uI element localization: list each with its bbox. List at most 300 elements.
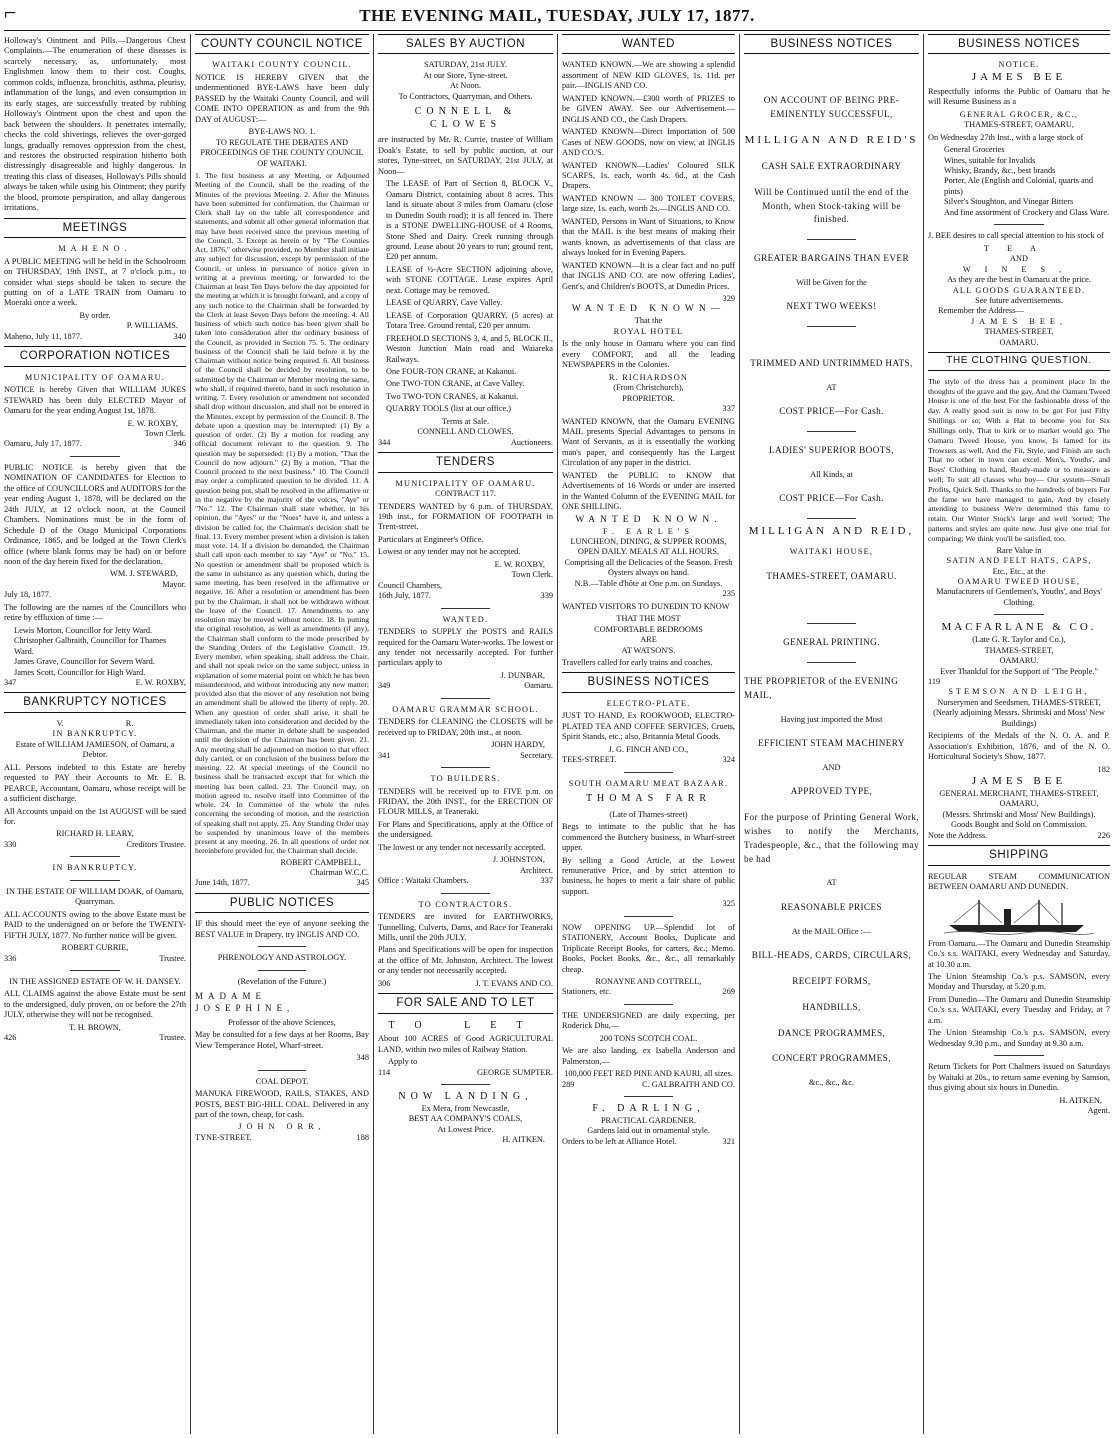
divider [994, 1055, 1045, 1056]
in-bankruptcy: IN BANKRUPTCY. [52, 729, 138, 739]
divider [624, 916, 672, 917]
auction-date: SATURDAY, 21st JULY. [424, 60, 507, 70]
stationery-notice: NOW OPENING UP.—Splendid lot of STATIONERY, Account Books, Duplicate and Triplicate Receipt Books, for carters, &c.; Memo. Books, Pocket Books, &c., &c., all remarkably cheap. [562, 922, 735, 974]
date-text: Maheno, July 11, 1877. [4, 331, 83, 341]
kinds-text: All Kinds, at [810, 470, 853, 480]
recipients-text: Recipients of the Medals of the N. O. A. and P. Association's Exhibition, 1876, and of the N. O. Horticultural Society's Show, 1877. [928, 731, 1110, 762]
estate-heading: IN THE ASSIGNED ESTATE OF W. H. DANSEY. [9, 976, 181, 986]
ad-number: 235 [722, 589, 735, 599]
bee-name: JAMES BEE [971, 775, 1067, 788]
return-tickets: Return Tickets for Port Chalmers issued on Saturdays by Waitaki at 20s., to return same evening by Samson, thus giving about six hours in Dunedin. [928, 1062, 1110, 1093]
commission-text: Goods Bought and Sold on Commission. [951, 820, 1087, 830]
masthead-rule [4, 30, 1110, 31]
list-item: James Grave, Councillor for Severn Ward. [14, 657, 155, 667]
wanted-advert: WANTED KNOWN—It is a clear fact and no puff that INGLIS AND CO. are now offering Ladies', Gent's, and Children's BOOTS, at Dunedin Prices. [562, 260, 735, 291]
signature: R. RICHARDSON [608, 372, 689, 382]
wanted-advert: WANTED KNOWN—Ladies' Coloured SILK SCARFS, 1s. each, worth 4s. 6d., at the Cash Drapers. [562, 160, 735, 191]
divider [258, 970, 307, 971]
orders-text: Orders to be left at Alliance Hotel. [562, 1136, 677, 1146]
lot-item: LEASE of ½-Acre SECTION adjoining above, with STONE COTTAGE. Lease expires April next. Cottage may be removed. [386, 264, 553, 295]
lot-item: LEASE of QUARRY, Cave Valley. [386, 298, 503, 308]
divider [441, 1084, 490, 1085]
ad-number: 345 [356, 878, 369, 888]
cash-sale-text: CASH SALE EXTRAORDINARY [761, 160, 902, 171]
messrs-text: (Messrs. Shrimski and Moss' New Buildings). [942, 809, 1096, 819]
butchery-notice: Begs to intimate to the public that he has commenced the Butchery business, in Wharf-street upper. [562, 822, 735, 853]
late-text: (Late G. R. Taylor and Co.), [972, 635, 1066, 645]
divider [807, 623, 856, 624]
contract-number: CONTRACT 117. [435, 489, 496, 499]
wanted-advert: WANTED KNOWN.—£300 worth of PRIZES to be GIVEN AWAY. See our Advertisement.—INGLIS AND CO., the Cash Drapers. [562, 93, 735, 124]
signature: RONAYNE AND COTTRELL, [595, 977, 702, 987]
signature: H. AITKEN, [1059, 1095, 1102, 1105]
signature: JOHN ORR, [238, 1122, 326, 1132]
maheno-heading: MAHENO. [58, 244, 132, 254]
earle-name: F. EARLE'S [603, 526, 694, 536]
merchant-text: GENERAL MERCHANT, THAMES-STREET, OAMARU, [939, 788, 1099, 809]
date-text: June 14th, 1877. [195, 878, 250, 888]
ad-number: 324 [722, 755, 735, 765]
bee-name: JAMES BEE [971, 70, 1067, 83]
resume-text: Respectfully informs the Public of Oamaru that he will Resume Business as a [928, 86, 1110, 107]
signature: J. G. FINCH AND CO., [608, 744, 689, 754]
visitors-text: ARE [640, 635, 657, 645]
sailing-item: The Union Steamship Co.'s p.s. SAMSON, every Wednesday 9.30 p.m., and Sunday at 9.30 a.m. [928, 1028, 1110, 1048]
signature: E. W. ROXBY, [494, 559, 545, 569]
now-landing-heading: NOW LANDING, [398, 1091, 533, 1103]
column-2 [190, 34, 373, 1434]
divider [807, 326, 856, 327]
ad-number: 336 [4, 953, 17, 963]
tender-notice: Plans and Specifications will be open for inspection at the office of Mr. Johnston, Architect. The lowest or any tender not necessarily accepted. [378, 945, 553, 976]
hats-text: SATIN AND FELT HATS, CAPS, [946, 556, 1092, 566]
business-notices-heading: BUSINESS NOTICES [928, 34, 1110, 54]
signature-row [4, 954, 186, 964]
delicacies-text: Comprising all the Delicacies of the Season. Fresh Oysters always on hand. [564, 557, 733, 578]
place-text: Oamaru. [524, 681, 553, 691]
signature: T. H. BROWN, [69, 1022, 121, 1032]
meeting-notice: A PUBLIC MEETING will be held in the Schoolroom on THURSDAY, 19th INST., at 7 o'clock p.m., to consider what steps should be taken to secure the putting on of a LATE TRAIN from Oamaru to Moeraki once a week. [4, 256, 186, 308]
ad-number: 337 [722, 404, 735, 414]
stock-item: And fine assortment of Crockery and Glass Ware. [944, 207, 1110, 217]
divider [70, 456, 121, 457]
signature-row [378, 438, 553, 448]
divider [70, 856, 121, 857]
apply-text: Apply to [388, 1057, 418, 1067]
dateline [4, 439, 186, 449]
business-notices-heading: BUSINESS NOTICES [562, 672, 735, 692]
steamship-icon [944, 897, 1094, 935]
printing-heading: GENERAL PRINTING. [783, 637, 880, 648]
darling-name: F. DARLING, [592, 1103, 705, 1115]
consult-notice: May be consulted for a few days at her Rooms, Bay View Temperance Hotel, Wharf-street. [195, 1030, 369, 1050]
office-text: At the MAIL Office :— [791, 926, 872, 936]
business-notices-heading: BUSINESS NOTICES [744, 34, 919, 54]
tender-notice: TENDERS to SUPPLY the POSTS and RAILS required for the Oamaru Water-works. The lowest or any tender not necessarily accepted. For further particulars apply to [378, 627, 553, 668]
etc-text: &c., &c., &c. [809, 1078, 854, 1088]
at-text: AT [826, 382, 837, 392]
coal-notice: THE UNDERSIGNED are daily expecting, per Roderick Dhu,— [562, 1010, 735, 1031]
signature-row [195, 1133, 369, 1143]
given-text: Will be Given for the [796, 277, 867, 287]
signature: CONNELL AND CLOWES. [417, 427, 514, 437]
signature-title: Secretary. [520, 750, 553, 760]
imported-text: Having just imported the Most [780, 714, 883, 724]
ad-number: 306 [378, 978, 391, 988]
tender-notice: For Plans and Specifications, apply at the Office of the undersigned. [378, 819, 553, 840]
coal-depot-heading: COAL DEPOT. [255, 1076, 309, 1086]
date-text: Oamaru, July 17, 1877. [4, 439, 82, 449]
tender-notice: The lowest or any tender not necessarily accepted. [378, 842, 546, 852]
wanted-advert: WANTED the PUBLIC to KNOW that Advertisements of 16 Words or under are inserted in the Wanted Column of the EVENING MAIL for ONE SHILLING. [562, 470, 735, 512]
builders-heading: TO BUILDERS. [430, 774, 501, 784]
auctioneer-name: CONNELL & CLOWES [414, 106, 517, 130]
signature-title: Mayor. [162, 579, 186, 589]
estate-notice: ALL CLAIMS against the above Estate must be sent to the undersigned, duly proven, on or before the 27th JULY, otherwise they will not be recognised. [4, 989, 186, 1020]
contractors-heading: TO CONTRACTORS. [418, 899, 513, 909]
gardens-text: Gardens laid out in ornamental style. [587, 1126, 710, 1136]
preeminent-text: ON ACCOUNT OF BEING PRE-EMINENTLY SUCCESSFUL, [763, 95, 900, 120]
printing-item: BILL-HEADS, CARDS, CIRCULARS, [751, 950, 912, 961]
gardener-title: PRACTICAL GARDENER. [600, 1115, 697, 1125]
grocer-text: GENERAL GROCER, &C., [959, 109, 1079, 119]
ad-number: 349 [378, 681, 391, 691]
signature-row [4, 1033, 186, 1043]
shipping-heading: SHIPPING [928, 845, 1110, 865]
etc-text: Etc., Etc., at the [992, 566, 1046, 576]
ad-number: 321 [722, 1136, 735, 1146]
lot-item: One TWO-TON CRANE, at Cave Valley. [386, 379, 525, 389]
reasonable-text: REASONABLE PRICES [781, 901, 882, 912]
signature-title: Trustee. [159, 953, 186, 963]
note-text: N.B.—Table d'hôte at One p.m. on Sundays. [574, 578, 723, 588]
wanted-advert: WANTED, Persons in Want of Situations, to Know that the MAIL is the best means of making their wants known, as advertisements of that class are always looked for in Evening Papers. [562, 216, 735, 258]
signature-title: Creditors Trustee. [126, 839, 186, 849]
macfarlane-name: MACFARLANE & CO. [941, 621, 1097, 634]
sailing-item: From Dunedin—The Oamaru and Dunedin Steamship Co.'s s.s. WAITAKI, every Tuesday and Friday, at 7 a.m. [928, 994, 1110, 1025]
list-item: James Scott, Councillor for High Ward. [14, 667, 146, 677]
signature-row [378, 979, 553, 989]
stock-item: Silver's Stoughton, and Vinegar Bitters [944, 197, 1074, 207]
stock-item: General Groceries [944, 145, 1005, 155]
best-text: As they are the best in Oamaru at the price. [947, 275, 1091, 285]
ad-number: 226 [1097, 830, 1110, 840]
late-text: (Late of Thames-street) [609, 809, 688, 819]
purpose-text: For the purpose of Printing General Work, wishes to notify the Merchants, Tradespeople, &c., that the following may be had [744, 812, 919, 864]
waitaki-house: WAITAKI HOUSE, [789, 547, 874, 557]
stock-item: Whisky, Brandy, &c., best brands [944, 165, 1056, 175]
to-let-heading: TO LET [388, 1019, 543, 1031]
list-item: Christopher Galbraith, Councillor for Thames Ward. [14, 636, 167, 656]
divider [441, 698, 490, 699]
nearly-text: (Nearly adjoining Messrs. Shrimski and Moss' New Buildings) [933, 708, 1105, 728]
signature: H. AITKEN. [502, 1135, 545, 1145]
newspaper-title: THE EVENING MAIL, TUESDAY, JULY 17, 1877. [359, 6, 755, 25]
signature-title: Trustee. [159, 1033, 186, 1043]
ad-number: 325 [722, 899, 735, 909]
tender-notice: TENDERS will be received up to FIVE p.m. on FRIDAY, the 20th INST., for the ERECTION OF FLOUR MILLS, at Teaneraki. [378, 786, 553, 817]
byelaw-title: BYE-LAWS NO. 1. [248, 127, 316, 137]
royal-hotel: ROYAL HOTEL [613, 326, 684, 336]
ad-number: 182 [1097, 764, 1110, 774]
ad-number: 339 [540, 591, 553, 601]
visitors-text: THAT THE MOST [616, 614, 681, 624]
next-weeks-text: NEXT TWO WEEKS! [786, 301, 877, 312]
notice-heading: NOTICE. [998, 60, 1040, 70]
revelation: (Revelation of the Future.) [237, 976, 327, 986]
divider [807, 518, 856, 519]
address: TYNE-STREET. [195, 1132, 252, 1142]
wines-text: WINES, [962, 264, 1076, 274]
wanted-heading: WANTED [562, 34, 735, 54]
phrenology-heading: PHRENOLOGY AND ASTROLOGY. [217, 953, 347, 963]
lot-item: Two TWO-TON CRANES, at Kakanui. [386, 391, 519, 401]
ad-number: 348 [356, 1053, 369, 1063]
tweed-house: OAMARU TWEED HOUSE, [957, 576, 1081, 586]
signature-title: PROPRIETOR. [622, 393, 675, 403]
clothing-poem: The style of the dress has a prominent place In the thoughts of the grave and the gay, And the Oamaru Tweed House is one of the best For the fashionable dress of the day. A really good suit is now to be got For just Fifty Shillings or so; With a Hat to become you for Six Shillings only, That to kirk or to market would go. The Oamaru Tweed House, you know, Is famed for its Trowsers as well, And the Fit, Style, and Finish are such That no other in town can excel. Men's, Youths', and Boys' Clothing to hand, Ready-made or to measure as well; To suit all classes who buy— Our system—Small Profits, Quick Sell. Thanks to the hundreds of buyers For the fame we have managed to gain, And by closely attending to business We're determined this fame to retain. Our Winter Stock's large and well 'sorted; The patterns and styles are quite new. Just give one trial for comparing; We think you'll be satisfied, too. [928, 376, 1110, 543]
lot-item: One FOUR-TON CRANE, at Kakanui. [386, 367, 517, 376]
rare-text: Rare Value in [996, 545, 1042, 555]
timber-item: 100,000 FEET RED PINE AND KAURI, all sizes. [564, 1069, 733, 1079]
sailing-item: From Oamaru.—The Oamaru and Dunedin Steamship Co.'s s.s. WAITAKI, every Wednesday and Saturday, at 10.30 a.m. [928, 938, 1110, 969]
ship-text: Ex Mera, from Newcastle, [421, 1103, 510, 1113]
guaranteed-text: ALL GOODS GUARANTEED. [952, 285, 1086, 295]
signature: J. T. EVANS AND CO. [475, 978, 553, 988]
address: THAMES-STREET, [984, 645, 1054, 655]
visitors-text: AT WATSON'S. [621, 645, 676, 655]
open-text: OPEN DAILY. MEALS AT ALL HOURS, [577, 547, 720, 557]
in-bankruptcy: IN BANKRUPTCY. [52, 863, 138, 873]
ad-number: 329 [722, 294, 735, 303]
dateline [378, 591, 553, 601]
drapery-notice: IF this should meet the eye of anyone seeking the BEST VALUE in Drapery, try INGLIS AND CO. [195, 919, 369, 939]
lot-item: LEASE of Corporation QUARRY, (5 acres) at Totara Tree. Ground rental, £20 per annum. [386, 310, 553, 331]
signature: ROBERT CAMPBELL, [280, 857, 361, 867]
stemson-name: STEMSON AND LEIGH, [948, 687, 1090, 697]
byelaw-subtitle: TO REGULATE THE DEBATES AND PROCEEDINGS OF THE COUNTY COUNCIL OF WAITAKI. [200, 137, 364, 168]
column-1 [0, 34, 190, 1434]
bargains-text: GREATER BARGAINS THAN EVER [754, 253, 909, 264]
royal-cipher: V. R. [56, 718, 134, 728]
wanted-advert: WANTED KNOWN—Direct Importation of 500 Cases of NEW GOODS, now on view, at INGLIS AND CO.'S. [562, 127, 735, 158]
continued-text: Will be Continued until the end of the Month, when Stock-taking will be finished. [754, 186, 909, 225]
divider [258, 946, 307, 947]
signature-title: Town Clerk. [144, 429, 186, 439]
signature-row [4, 840, 186, 850]
cost-price-text: COST PRICE—For Cash. [779, 406, 884, 417]
stock-text: On Wednesday 27th Inst., with a large stock of [928, 132, 1084, 142]
sailing-item: The Union Steamship Co.'s p.s. SAMSON, every Monday and Thursday, at 5.20 p.m. [928, 971, 1110, 992]
rooms-text: LUNCHEON, DINING, & SUPPER ROOMS, [570, 537, 727, 546]
divider [70, 880, 121, 881]
wanted-advert: WANTED KNOWN, that the Oamaru EVENING MAIL presents Special Advantages to persons in Want of Servants, as it is essentially the working man's paper, and consequently has the Largest Circulation of any paper in the district. [562, 416, 735, 468]
stock-item: Porter, Ale (English and Colonial, quarts and pints) [944, 176, 1093, 196]
municipality-heading: MUNICIPALITY OF OAMARU. [395, 478, 536, 488]
address: THAMES-STREET, OAMARU. [766, 570, 897, 581]
dateline [195, 878, 369, 888]
signature-title: Stationers, etc. [562, 987, 612, 997]
ad-number: 337 [540, 876, 553, 886]
cost-price-text: COST PRICE—For Cash. [779, 493, 884, 504]
public-notices-heading: PUBLIC NOTICES [195, 893, 369, 913]
divider [624, 1004, 672, 1005]
date-text: July 18, 1877. [4, 590, 52, 600]
divider [441, 767, 490, 768]
at-text: AT [826, 878, 837, 888]
land-notice: About 100 ACRES of Good AGRICULTURAL LAND, within two miles of Railway Station. [378, 1034, 553, 1054]
ad-number: 330 [4, 839, 17, 849]
printing-item: RECEIPT FORMS, [792, 975, 871, 986]
electro-plate-heading: ELECTRO-PLATE. [606, 698, 691, 708]
auction-intro: are instructed by Mr. R. Currie, trustee of William Doak's Estate, to sell by public auction, at our stores, Tyne-street, on SATURDAY, 21st JULY, at Noon— [378, 135, 553, 176]
column-4 [557, 34, 739, 1434]
masthead [0, 0, 1114, 32]
signature-title: Agent. [1087, 1105, 1110, 1115]
signature: P. WILLIAMS. [126, 321, 178, 331]
signature-title: Architect. [520, 865, 553, 875]
bankruptcy-heading: BANKRUPTCY NOTICES [4, 692, 186, 712]
nomination-notice: PUBLIC NOTICE is hereby given that the NOMINATION OF CANDIDATES for Election to the office of COUNCILLORS and AUDITORS for the year ending August 1, 1878, will be declared on the 24th JULY, at 12 o'clock noon, at the Council Chambers. Nominations must be in the form of Schedule D of the Otago Municipal Corporations Ordinance, 1865, and be lodged at the Town Clerk's office (where blank forms may be had) on or before noon of the day herein fixed for the declaration. [4, 462, 186, 566]
signature: GEORGE SUMPTER. [476, 1067, 553, 1077]
stock-item: Wines, suitable for Invalids [944, 155, 1036, 165]
divider [70, 970, 121, 971]
mayor-notice: NOTICE is hereby Given that WILLIAM JUKES STEWARD has been duly ELECTED Mayor of Oamaru for the year ending August 1st, 1878. [4, 385, 186, 416]
auction-audience: To Contractors, Quarryman, and Others. [398, 91, 533, 101]
estate-notice: ALL ACCOUNTS owing to the above Estate must be PAID to the undersigned on or before the TWENTY-FIFTH JULY, 1877. No further notice will be given. [4, 909, 186, 940]
divider [807, 239, 856, 240]
milligan-reid-heading: MILLIGAN AND REID'S [744, 134, 919, 147]
visitors-heading: WANTED VISITORS TO DUNEDIN TO KNOW [562, 601, 730, 611]
terms: Terms at Sale. [441, 416, 490, 426]
corporation-heading: CORPORATION NOTICES [4, 346, 186, 366]
and-text: AND [822, 763, 841, 773]
wanted-known-heading: WANTED KNOWN— [571, 304, 726, 315]
byelaw-notice: NOTICE IS HEREBY GIVEN that the undermentioned BYE-LAWS have been duly PASSED by the Waitaki County Council, and will COME INTO OPERATION as and from the 9th DAY of AUGUST:— [195, 72, 369, 124]
future-text: See future advertisements. [975, 295, 1063, 305]
for-sale-heading: FOR SALE AND TO LET [378, 993, 553, 1013]
electro-plate-notice: JUST TO HAND, Ex ROOKWOOD, ELECTRO-PLATED TEA AND COFFEE SERVICES, Cruets, Spirit Stands, etc.; also, Britannia Metal Goods. [562, 711, 735, 742]
place-text: Office : Waitaki Chambers. [378, 876, 469, 886]
signature: WM. J. STEWARD, [110, 569, 178, 579]
clothing-heading: THE CLOTHING QUESTION. [928, 352, 1110, 371]
wanted-advert: WANTED KNOWN.—We are showing a splendid assortment of NEW KID GLOVES, 1s. 11d. per pair.—INGLIS AND CO. [562, 60, 735, 91]
proprietor-text: THE PROPRIETOR of the EVENING MAIL, [744, 676, 899, 700]
printing-item: DANCE PROGRAMMES, [777, 1027, 886, 1038]
tenders-heading: TENDERS [378, 452, 553, 472]
estate-notice: ALL Persons indebted to this Estate are hereby requested to PAY their Accounts to Mr. E. B. PEARCE, Accountant, Oamaru, whose receipt will be a sufficient discharge. [4, 762, 186, 804]
signature-title: Auctioneers. [510, 437, 553, 447]
wanted-known-heading: WANTED KNOWN. [575, 514, 722, 525]
estate-heading: Estate of WILLIAM JAMIESON, of Oamaru, a Debtor. [15, 739, 175, 760]
ad-number: 340 [173, 331, 186, 341]
divider [994, 224, 1045, 225]
signature: ROBERT CURRIE, [61, 943, 129, 953]
dateline [4, 332, 186, 342]
coal-text: BEST AA COMPANY'S COALS, [408, 1114, 523, 1124]
milligan-reid-name: MILLIGAN AND REID, [748, 525, 915, 538]
machinery-text: EFFICIENT STEAM MACHINERY [758, 738, 905, 749]
printing-item: CONCERT PROGRAMMES, [772, 1053, 891, 1064]
tender-notice: TENDERS are invited for EARTHWORKS, Tunnelling, Culverts, Dams, and Race for Teaneraki Mills, until the 20th JULY. [378, 912, 553, 942]
auction-heading: SALES BY AUCTION [378, 34, 553, 54]
wanted-advert: WANTED KNOWN — 300 TOILET COVERS, large size, 1s. each, worth 2s.—INGLIS AND CO. [562, 193, 735, 214]
signature-row [378, 751, 553, 761]
type-text: APPROVED TYPE, [790, 786, 873, 797]
hats-text: TRIMMED AND UNTRIMMED HATS, [750, 358, 913, 369]
signature: C. GALBRAITH AND CO. [642, 1079, 735, 1089]
divider [807, 662, 856, 663]
corner-mark: ⌐ [4, 0, 17, 25]
signature-row [378, 1068, 553, 1078]
signature: E. W. ROXBY, [127, 418, 178, 428]
ad-number: 344 [378, 437, 391, 447]
ad-number: 269 [722, 987, 735, 997]
signature-title: Chairman W.C.C. [309, 867, 369, 877]
divider [994, 614, 1045, 615]
divider [441, 893, 490, 894]
signature: JOHN HARDY, [491, 740, 545, 750]
signature-title: Town Clerk. [511, 570, 553, 580]
grammar-school-heading: OAMARU GRAMMAR SCHOOL. [392, 704, 539, 714]
wanted-heading: WANTED. [442, 614, 489, 624]
signature: J. JOHNSTON, [492, 855, 545, 865]
column-5 [739, 34, 923, 1434]
by-order: By order. [79, 310, 111, 320]
ad-number: 188 [356, 1132, 369, 1142]
column-3 [373, 34, 557, 1434]
estate-notice: All Accounts unpaid on the 1st AUGUST will be sued for. [4, 806, 186, 826]
that-the: That the [634, 316, 663, 326]
tea-text: TEA [983, 243, 1055, 253]
attention-text: J. BEE desires to call special attention to his stock of [928, 231, 1104, 241]
visitors-text: COMFORTABLE BEDROOMS [594, 624, 703, 634]
address: OAMARU. [999, 656, 1039, 666]
travellers-text: Travellers called for early trains and coaches. [562, 657, 713, 667]
signature: E. W. ROXBY, [135, 677, 186, 687]
list-item: Lewis Morton, Councillor for Jetty Ward. [14, 625, 153, 635]
signature-row [562, 987, 735, 997]
address: THAMES-STREET, [984, 327, 1054, 337]
farr-name: THOMAS FARR [585, 793, 712, 805]
byelaw-rules: 1. The first business at any Meeting, or Adjourned Meeting of the Council, shall be the reading of the Minutes of the previous Meeting. 2. After the Minutes have been submitted for confirmation, the Chairman or Clerk shall lay on the table all correspondence and statements, and submit all other general information that may have been received since the previous meeting of the Council. 3. Except as herein or by "The Counties Act, 1876," otherwise provided, no Member shall initiate any subject for discussion, except by permission of the Council, or unless in pursuance of notice given in writing at a previous meeting, or forwarded to the Chairman at least Ten Days before the day appointed for the meeting at which it is brought forward, and a copy of any such notice to the Chairman shall be forwarded by the Clerk at least Seven Days before the meeting. 4. All business of which such notice has been given shall be taken into consideration after the ordinary business of the Council, as provided in Section 75. 5. The ordinary business of the Council shall be laid before it by the Chairman without notice being required. 6. All business of the Council shall be decided by resolution, to be submitted by the Chairman or Member moving the same, who shall, if required thereto, hand in such resolution in writing. 7. Every resolution or amendment not seconded shall drop without discussion, and shall not be entered in the Minutes, except by permission of the Council. 8. The debate upon a question may be interrupted: (1) By a question of order. (2) By a motion for reading any official document relevant to the question. 9. The question may be superseded: (1) By a motion, "That the Council do now adjourn." (2) By a motion, "That the Council proceed to the next business." 10. The Council may order a complicated question to be divided. 11. A question being put, shall be resolved in the affirmative or in the negative by the majority of the voices, "Aye" or "No." 12. The Chairman shall state whether, in his opinion, the "Ayes" or the "Noes" have it, and unless a division be called for, the Chairman's decision shall be final. 13. Every member present when a division is taken must vote. 14. If a division be demanded, the Chairman shall call upon each member to say "Aye" or "No." 15. No question or amendment shall be proposed which is the same in substance as any question which, during the same meeting, has been resolved in the affirmative or negative. 16. After a resolution or amendment has been put by the Chairman, it shall not be withdrawn without the leave of the Council. 17. Amendments to any resolution may be moved without notice. 18. In putting the original resolution, as well as amendments (if any), the Chairman shall conform to the mode prescribed by the Standing Orders of the Legislative Council. 19. Every member, when speaking, shall address the Chair, and shall not speak twice on the same subject, unless in explanation of some material point on which he has been misunderstood, and without introducing any new matter; provided also that the mover of any resolution not being an amendment shall be allowed the liberty of reply. 20. When any question of order shall arise, it shall be immediately taken into consideration and decided by the Chairman, and the matter in debate shall be suspended until the decision of the Chairman has been given. 21. Any meeting shall be adjourned on motion to that effect duly carried, or on conclusion of the business before the meeting. 22. At special meetings of the Council no business shall be transacted except that for which the meeting has been called. 23. The Council may, on motion agreed to, resolve itself into Committee of the whole. 24. In Committee of the whole the rules concerning the seconding of motion, and the restriction of speaking shall not apply. 25. Any Standing Order may be suspended by unanimous leave of the members present at any meeting. 26. In all questions of order not hereinbefore provided for, the Chairman shall decide. [195, 171, 369, 856]
estate-heading: IN THE ESTATE OF WILLIAM DOAK, of Oamaru, Quarryman. [6, 886, 184, 907]
bee-name: JAMES BEE, [970, 316, 1068, 326]
ad-number: 347 [4, 677, 17, 687]
tender-notice: TENDERS for CLEANING the CLOSETS will be received up to FRIDAY, 20th inst., at noon. [378, 717, 553, 737]
ad-number: 114 [378, 1067, 391, 1077]
lot-item: QUARRY TOOLS (list at our office.) [386, 404, 512, 414]
nursery-text: Nurserymen and Seedsmen, THAMES-STREET, [937, 697, 1101, 707]
and-text: AND [1010, 254, 1028, 264]
council-name: WAITAKI COUNTY COUNCIL. [212, 60, 352, 70]
professor: Professor of the above Sciences, [228, 1017, 336, 1027]
tender-notice: Particulars at Engineer's Office. [378, 534, 484, 544]
address: OAMARU. [999, 337, 1039, 347]
place-text: Council Chambers, [378, 580, 443, 590]
retire-intro: The following are the names of the Councillors who retire by effluxion of time :— [4, 602, 186, 623]
ad-number: 426 [4, 1033, 17, 1043]
meat-bazaar-heading: SOUTH OAMARU MEAT BAZAAR. [568, 778, 729, 788]
municipality-heading: MUNICIPALITY OF OAMARU. [24, 372, 166, 382]
signature: J. DUNBAR, [500, 670, 545, 680]
signature-row [928, 831, 1110, 841]
ad-number: 346 [173, 439, 186, 449]
origin-text: (From Christchurch), [613, 383, 684, 393]
divider [258, 1070, 307, 1071]
remember-text: Remember the Address— [938, 306, 1024, 316]
tender-notice: Lowest or any tender may not be accepted. [378, 547, 521, 557]
